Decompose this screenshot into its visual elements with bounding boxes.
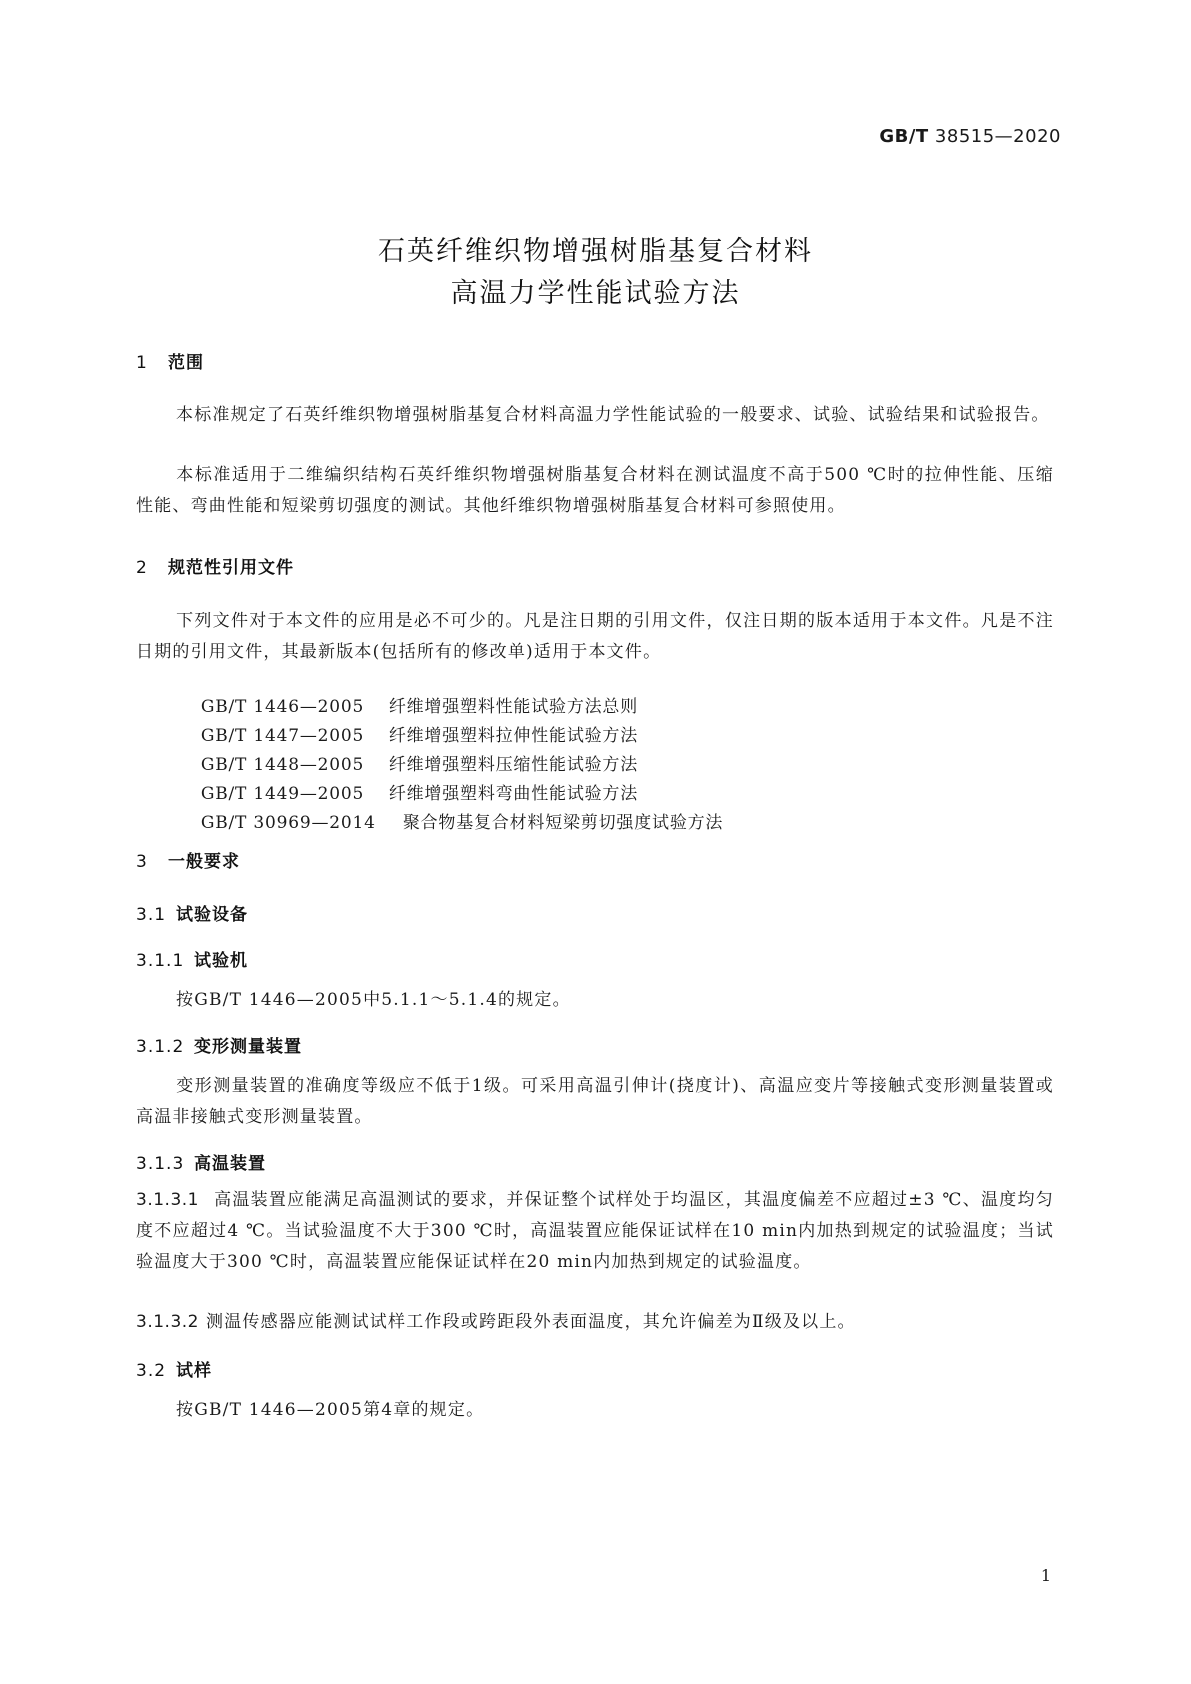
section-3-heading (136, 847, 240, 872)
standard-prefix: GB/T (879, 126, 929, 147)
section-3-2-text (136, 1395, 1054, 1426)
paragraph-text: 下列文件对于本文件的应用是必不可少的。凡是注日期的引用文件，仅注日期的版本适用于本文件。凡是不注日期的引用文件，其最新版本(包括所有的修改单)适用于本文件。 (136, 611, 1054, 662)
section-1-paragraph-1 (136, 400, 1054, 431)
standard-code (879, 126, 1061, 147)
document-title-line-1: 石英纤维织物增强树脂基复合材料 (378, 236, 813, 267)
reference-item (176, 788, 723, 853)
section-1-heading (136, 348, 204, 373)
section-3-2-heading (136, 1356, 212, 1381)
clause-number: 3.1.3.2 (136, 1312, 199, 1332)
section-1-paragraph-2 (136, 460, 1054, 522)
clause-3-1-3-1 (136, 1185, 1054, 1278)
reference-code: GB/T 1447—2005 (200, 726, 365, 746)
section-2-heading (136, 553, 294, 578)
standard-number: 38515—2020 (934, 126, 1061, 147)
section-number: 3.2 (136, 1361, 167, 1381)
reference-code: GB/T 1449—2005 (200, 784, 365, 804)
section-3-1-heading (136, 900, 248, 925)
section-number: 2 (136, 558, 148, 578)
section-title: 变形测量装置 (194, 1037, 302, 1057)
section-title: 试验机 (194, 951, 248, 971)
reference-title: 聚合物基复合材料短梁剪切强度试验方法 (402, 813, 724, 833)
reference-code: GB/T 30969—2014 (200, 813, 376, 833)
reference-code: GB/T 1448—2005 (200, 755, 365, 775)
section-number: 3 (136, 852, 148, 872)
section-title: 高温装置 (194, 1154, 266, 1174)
section-title: 试样 (176, 1361, 212, 1381)
paragraph-text: 测温传感器应能测试试样工作段或跨距段外表面温度，其允许偏差为Ⅱ级及以上。 (206, 1312, 856, 1332)
section-title: 范围 (168, 353, 204, 373)
paragraph-text: 按GB/T 1446—2005中5.1.1～5.1.4的规定。 (176, 990, 571, 1010)
paragraph-text: 按GB/T 1446—2005第4章的规定。 (176, 1400, 485, 1420)
section-3-1-3-heading (136, 1149, 266, 1174)
section-2-paragraph (136, 606, 1054, 668)
paragraph-text: 本标准规定了石英纤维织物增强树脂基复合材料高温力学性能试验的一般要求、试验、试验结果和试验报告。 (176, 405, 1050, 425)
page-number: 1 (1040, 1566, 1051, 1585)
reference-code: GB/T 1446—2005 (200, 697, 365, 717)
paragraph-text: 高温装置应能满足高温测试的要求，并保证整个试样处于均温区，其温度偏差不应超过±3 ℃、温度均匀度不应超过4 ℃。当试验温度不大于300 ℃时，高温装置应能保证试样在10 min内加热到规定的试验温度；当试验温度大于300 ℃时，高温装置应能保证试样在20 min内加热到规定的试验温度。 (136, 1190, 1054, 1272)
section-3-1-1-heading (136, 946, 248, 971)
section-number: 3.1.3 (136, 1154, 185, 1174)
section-3-1-1-text (136, 985, 1054, 1016)
reference-title: 纤维增强塑料拉伸性能试验方法 (388, 726, 639, 746)
section-title: 试验设备 (176, 905, 248, 925)
clause-3-1-3-2 (136, 1307, 1054, 1338)
section-number: 1 (136, 353, 148, 373)
section-title: 一般要求 (168, 852, 240, 872)
section-number: 3.1 (136, 905, 167, 925)
section-number: 3.1.1 (136, 951, 185, 971)
section-number: 3.1.2 (136, 1037, 185, 1057)
section-3-1-2-heading (136, 1032, 302, 1057)
reference-title: 纤维增强塑料弯曲性能试验方法 (388, 784, 639, 804)
reference-title: 纤维增强塑料压缩性能试验方法 (388, 755, 639, 775)
document-title-line-2: 高温力学性能试验方法 (450, 278, 741, 309)
clause-number: 3.1.3.1 (136, 1190, 199, 1210)
section-3-1-2-text (136, 1071, 1054, 1133)
paragraph-text: 变形测量装置的准确度等级应不低于1级。可采用高温引伸计(挠度计)、高温应变片等接触式变形测量装置或高温非接触式变形测量装置。 (136, 1076, 1054, 1127)
paragraph-text: 本标准适用于二维编织结构石英纤维织物增强树脂基复合材料在测试温度不高于500 ℃时的拉伸性能、压缩性能、弯曲性能和短梁剪切强度的测试。其他纤维织物增强树脂基复合材料可参照使用。 (136, 465, 1054, 516)
reference-title: 纤维增强塑料性能试验方法总则 (388, 697, 639, 717)
section-title: 规范性引用文件 (168, 558, 294, 578)
